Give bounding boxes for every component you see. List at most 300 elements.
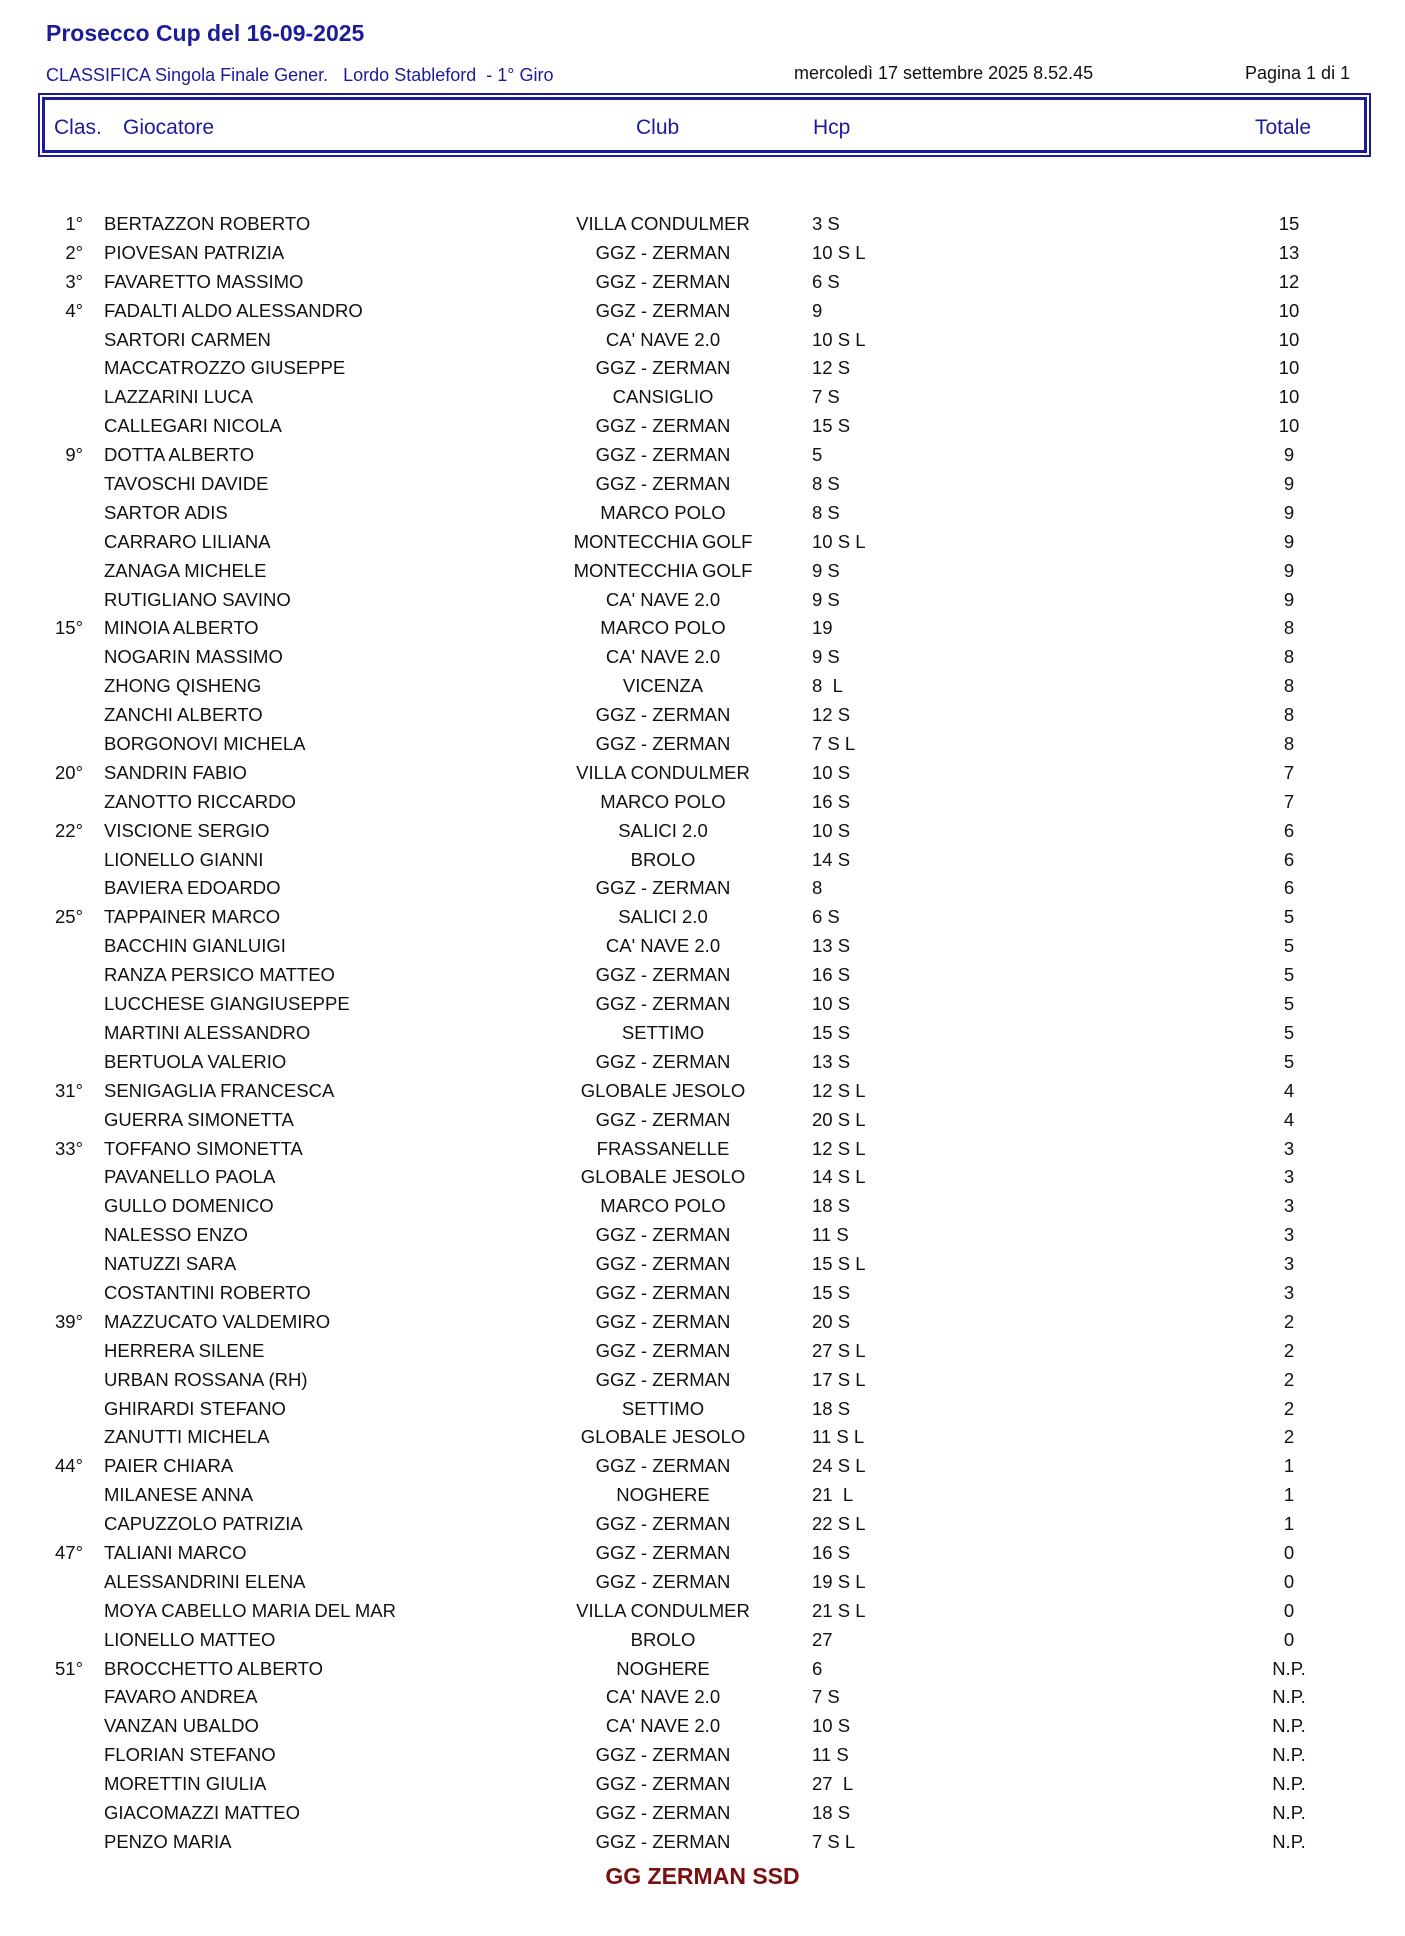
club-cell: GGZ - ZERMAN: [595, 877, 731, 899]
hcp-cell: 12 S L: [812, 1079, 866, 1101]
player-name-cell: VISCIONE SERGIO: [104, 819, 270, 841]
total-cell: 2: [1283, 1368, 1295, 1390]
table-row: [0, 1220, 1405, 1249]
hcp-cell: 22 S L: [812, 1513, 866, 1535]
rank-cell: 2°: [65, 241, 83, 263]
table-row: [0, 556, 1405, 585]
hcp-cell: 18 S: [812, 1397, 851, 1419]
table-row: [0, 931, 1405, 960]
table-row: [0, 671, 1405, 700]
table-row: [0, 1682, 1405, 1711]
player-name-cell: MACCATROZZO GIUSEPPE: [104, 357, 346, 379]
hcp-cell: 12 S L: [812, 1137, 866, 1159]
hcp-cell: 5: [812, 444, 823, 466]
rank-cell: 47°: [55, 1541, 83, 1563]
total-cell: N.P.: [1272, 1830, 1306, 1852]
table-row: [0, 411, 1405, 440]
player-name-cell: CAPUZZOLO PATRIZIA: [104, 1513, 303, 1535]
total-cell: 10: [1278, 386, 1300, 408]
player-name-cell: ZHONG QISHENG: [104, 675, 262, 697]
total-cell: 8: [1283, 617, 1295, 639]
hcp-cell: 8 S: [812, 501, 840, 523]
total-cell: 5: [1283, 964, 1295, 986]
player-name-cell: GULLO DOMENICO: [104, 1195, 274, 1217]
club-cell: BROLO: [630, 1628, 696, 1650]
hcp-cell: 21 L: [812, 1484, 854, 1506]
total-cell: 0: [1283, 1628, 1295, 1650]
table-row: [0, 1307, 1405, 1336]
player-name-cell: FLORIAN STEFANO: [104, 1744, 276, 1766]
club-cell: CA' NAVE 2.0: [605, 935, 721, 957]
player-name-cell: BROCCHETTO ALBERTO: [104, 1657, 323, 1679]
table-row: [0, 1509, 1405, 1538]
hcp-cell: 7 S L: [812, 1830, 856, 1852]
total-cell: 9: [1283, 530, 1295, 552]
total-cell: 4: [1283, 1079, 1295, 1101]
hcp-cell: 21 S L: [812, 1599, 866, 1621]
rank-cell: 39°: [55, 1310, 83, 1332]
total-cell: 3: [1283, 1281, 1295, 1303]
hcp-cell: 15 S: [812, 1021, 851, 1043]
total-cell: 5: [1283, 1021, 1295, 1043]
table-row: [0, 873, 1405, 902]
total-cell: N.P.: [1272, 1744, 1306, 1766]
table-row: [0, 1451, 1405, 1480]
player-name-cell: GUERRA SIMONETTA: [104, 1108, 294, 1130]
club-cell: CANSIGLIO: [612, 386, 714, 408]
table-row: [0, 353, 1405, 382]
hcp-cell: 27 S L: [812, 1339, 866, 1361]
table-row: [0, 1480, 1405, 1509]
club-cell: MONTECCHIA GOLF: [573, 559, 753, 581]
table-row: [0, 1162, 1405, 1191]
club-cell: SALICI 2.0: [618, 819, 708, 841]
total-cell: 7: [1283, 790, 1295, 812]
club-cell: GGZ - ZERMAN: [595, 1310, 731, 1332]
player-name-cell: MAZZUCATO VALDEMIRO: [104, 1310, 331, 1332]
club-cell: FRASSANELLE: [596, 1137, 730, 1159]
hcp-cell: 6: [812, 1657, 823, 1679]
hcp-cell: 7 S: [812, 386, 840, 408]
hcp-cell: 17 S L: [812, 1368, 866, 1390]
table-row: [0, 1018, 1405, 1047]
total-cell: 2: [1283, 1426, 1295, 1448]
column-header-totale: Totale: [1255, 116, 1312, 139]
total-cell: 9: [1283, 559, 1295, 581]
club-cell: GGZ - ZERMAN: [595, 1830, 731, 1852]
column-header-giocatore: Giocatore: [123, 116, 215, 139]
player-name-cell: TAPPAINER MARCO: [104, 906, 281, 928]
total-cell: 9: [1283, 473, 1295, 495]
total-cell: 3: [1283, 1137, 1295, 1159]
hcp-cell: 9 S: [812, 559, 840, 581]
player-name-cell: FAVARETTO MASSIMO: [104, 270, 304, 292]
table-row: [0, 1365, 1405, 1394]
hcp-cell: 8 L: [812, 675, 843, 697]
column-header-hcp: Hcp: [813, 116, 851, 139]
total-cell: 8: [1283, 675, 1295, 697]
hcp-cell: 16 S: [812, 790, 851, 812]
player-name-cell: MARTINI ALESSANDRO: [104, 1021, 311, 1043]
player-name-cell: ZANOTTO RICCARDO: [104, 790, 296, 812]
club-cell: GGZ - ZERMAN: [595, 1108, 731, 1130]
total-cell: 1: [1283, 1484, 1295, 1506]
total-cell: 6: [1283, 877, 1295, 899]
total-cell: 1: [1283, 1513, 1295, 1535]
hcp-cell: 14 S L: [812, 1166, 866, 1188]
total-cell: 2: [1283, 1310, 1295, 1332]
club-cell: GGZ - ZERMAN: [595, 733, 731, 755]
player-name-cell: MINOIA ALBERTO: [104, 617, 259, 639]
player-name-cell: PIOVESAN PATRIZIA: [104, 241, 285, 263]
club-cell: GGZ - ZERMAN: [595, 299, 731, 321]
table-row: [0, 1076, 1405, 1105]
rank-cell: 9°: [65, 444, 83, 466]
table-row: [0, 902, 1405, 931]
table-row: [0, 1394, 1405, 1423]
total-cell: 8: [1283, 733, 1295, 755]
total-cell: 10: [1278, 357, 1300, 379]
total-cell: 3: [1283, 1253, 1295, 1275]
club-cell: MARCO POLO: [600, 501, 726, 523]
club-cell: MARCO POLO: [600, 790, 726, 812]
table-row: [0, 787, 1405, 816]
player-name-cell: HERRERA SILENE: [104, 1339, 265, 1361]
player-name-cell: SARTOR ADIS: [104, 501, 228, 523]
hcp-cell: 11 S L: [812, 1426, 865, 1448]
player-name-cell: RANZA PERSICO MATTEO: [104, 964, 335, 986]
hcp-cell: 15 S: [812, 1281, 851, 1303]
club-cell: MARCO POLO: [600, 1195, 726, 1217]
hcp-cell: 16 S: [812, 1541, 851, 1563]
total-cell: 3: [1283, 1224, 1295, 1246]
hcp-cell: 11 S: [812, 1744, 849, 1766]
table-row: [0, 960, 1405, 989]
hcp-cell: 24 S L: [812, 1455, 866, 1477]
club-cell: VILLA CONDULMER: [576, 1599, 750, 1621]
player-name-cell: LAZZARINI LUCA: [104, 386, 254, 408]
hcp-cell: 10 S: [812, 761, 851, 783]
club-cell: CA' NAVE 2.0: [605, 646, 721, 668]
total-cell: 6: [1283, 819, 1295, 841]
table-row: [0, 989, 1405, 1018]
table-header: [42, 97, 1367, 153]
player-name-cell: GIACOMAZZI MATTEO: [104, 1801, 300, 1823]
player-name-cell: ZANUTTI MICHELA: [104, 1426, 270, 1448]
player-name-cell: BORGONOVI MICHELA: [104, 733, 306, 755]
club-cell: GGZ - ZERMAN: [595, 1773, 731, 1795]
rank-cell: 3°: [65, 270, 83, 292]
hcp-cell: 7 S: [812, 1686, 840, 1708]
table-row: [0, 238, 1405, 267]
hcp-cell: 20 S: [812, 1310, 851, 1332]
total-cell: 3: [1283, 1195, 1295, 1217]
total-cell: 9: [1283, 444, 1295, 466]
total-cell: 5: [1283, 906, 1295, 928]
club-cell: GGZ - ZERMAN: [595, 1455, 731, 1477]
table-row: [0, 1625, 1405, 1654]
player-name-cell: LUCCHESE GIANGIUSEPPE: [104, 993, 350, 1015]
player-name-cell: VANZAN UBALDO: [104, 1715, 259, 1737]
club-cell: MONTECCHIA GOLF: [573, 530, 753, 552]
hcp-cell: 27 L: [812, 1773, 854, 1795]
club-cell: GLOBALE JESOLO: [580, 1079, 746, 1101]
rank-cell: 20°: [55, 761, 83, 783]
total-cell: 3: [1283, 1166, 1295, 1188]
total-cell: 7: [1283, 761, 1295, 783]
table-row: [0, 1538, 1405, 1567]
total-cell: 2: [1283, 1397, 1295, 1419]
club-cell: CA' NAVE 2.0: [605, 588, 721, 610]
club-cell: GGZ - ZERMAN: [595, 1541, 731, 1563]
table-row: [0, 816, 1405, 845]
table-row: [0, 1336, 1405, 1365]
hcp-cell: 12 S: [812, 704, 851, 726]
player-name-cell: CARRARO LILIANA: [104, 530, 271, 552]
club-cell: CA' NAVE 2.0: [605, 1686, 721, 1708]
table-row: [0, 267, 1405, 296]
total-cell: 6: [1283, 848, 1295, 870]
club-cell: GGZ - ZERMAN: [595, 1368, 731, 1390]
total-cell: 10: [1278, 328, 1300, 350]
player-name-cell: BERTAZZON ROBERTO: [104, 213, 311, 234]
club-cell: GGZ - ZERMAN: [595, 1513, 731, 1535]
total-cell: 9: [1283, 501, 1295, 523]
total-cell: 4: [1283, 1108, 1295, 1130]
hcp-cell: 15 S: [812, 415, 851, 437]
club-cell: GGZ - ZERMAN: [595, 473, 731, 495]
player-name-cell: ZANAGA MICHELE: [104, 559, 267, 581]
table-row: [0, 382, 1405, 411]
player-name-cell: BACCHIN GIANLUIGI: [104, 935, 286, 957]
hcp-cell: 10 S L: [812, 530, 866, 552]
club-cell: GGZ - ZERMAN: [595, 1224, 731, 1246]
hcp-cell: 10 S: [812, 819, 851, 841]
player-name-cell: SARTORI CARMEN: [104, 328, 271, 350]
club-cell: GLOBALE JESOLO: [580, 1426, 746, 1448]
club-cell: GGZ - ZERMAN: [595, 993, 731, 1015]
total-cell: 10: [1278, 415, 1300, 437]
player-name-cell: GHIRARDI STEFANO: [104, 1397, 286, 1419]
hcp-cell: 3 S: [812, 213, 840, 234]
hcp-cell: 13 S: [812, 935, 851, 957]
club-cell: GGZ - ZERMAN: [595, 1339, 731, 1361]
club-cell: GLOBALE JESOLO: [580, 1166, 746, 1188]
table-row: [0, 527, 1405, 556]
player-name-cell: BAVIERA EDOARDO: [104, 877, 281, 899]
table-row: [0, 296, 1405, 325]
hcp-cell: 9 S: [812, 588, 840, 610]
club-cell: GGZ - ZERMAN: [595, 1801, 731, 1823]
club-cell: VILLA CONDULMER: [576, 761, 750, 783]
total-cell: 9: [1283, 588, 1295, 610]
hcp-cell: 19 S L: [812, 1570, 866, 1592]
club-cell: GGZ - ZERMAN: [595, 1744, 731, 1766]
total-cell: 2: [1283, 1339, 1295, 1361]
table-row: [0, 729, 1405, 758]
rank-cell: 1°: [65, 213, 83, 234]
table-row: [0, 209, 1405, 238]
club-cell: GGZ - ZERMAN: [595, 241, 731, 263]
total-cell: 8: [1283, 704, 1295, 726]
table-row: [0, 1105, 1405, 1134]
player-name-cell: COSTANTINI ROBERTO: [104, 1281, 311, 1303]
table-row: [0, 498, 1405, 527]
table-row: [0, 758, 1405, 787]
table-row: [0, 1740, 1405, 1769]
club-cell: BROLO: [630, 848, 696, 870]
player-name-cell: ZANCHI ALBERTO: [104, 704, 263, 726]
player-name-cell: ALESSANDRINI ELENA: [104, 1570, 306, 1592]
total-cell: 0: [1283, 1570, 1295, 1592]
club-cell: VILLA CONDULMER: [576, 213, 750, 234]
club-cell: NOGHERE: [616, 1484, 710, 1506]
club-cell: SETTIMO: [621, 1021, 705, 1043]
hcp-cell: 27: [812, 1628, 833, 1650]
club-cell: GGZ - ZERMAN: [595, 357, 731, 379]
total-cell: N.P.: [1272, 1801, 1306, 1823]
player-name-cell: URBAN ROSSANA (RH): [104, 1368, 308, 1390]
hcp-cell: 8: [812, 877, 823, 899]
player-name-cell: DOTTA ALBERTO: [104, 444, 255, 466]
rank-cell: 44°: [55, 1455, 83, 1477]
table-row: [0, 469, 1405, 498]
player-name-cell: MORETTIN GIULIA: [104, 1773, 267, 1795]
hcp-cell: 14 S: [812, 848, 851, 870]
player-name-cell: RUTIGLIANO SAVINO: [104, 588, 291, 610]
player-name-cell: CALLEGARI NICOLA: [104, 415, 282, 437]
rank-cell: 51°: [55, 1657, 83, 1679]
club-cell: GGZ - ZERMAN: [595, 270, 731, 292]
hcp-cell: 9: [812, 299, 823, 321]
club-cell: SETTIMO: [621, 1397, 705, 1419]
total-cell: 10: [1278, 299, 1300, 321]
hcp-cell: 8 S: [812, 473, 840, 495]
table-row: [0, 700, 1405, 729]
total-cell: 15: [1278, 213, 1300, 234]
club-cell: GGZ - ZERMAN: [595, 1570, 731, 1592]
table-row: [0, 1422, 1405, 1451]
page-number: Pagina 1 di 1: [1245, 63, 1351, 83]
table-row: [0, 1191, 1405, 1220]
player-name-cell: SANDRIN FABIO: [104, 761, 247, 783]
hcp-cell: 10 S L: [812, 328, 866, 350]
club-cell: GGZ - ZERMAN: [595, 1050, 731, 1072]
page-title: Prosecco Cup del 16-09-2025: [46, 20, 365, 46]
club-cell: VICENZA: [622, 675, 704, 697]
hcp-cell: 10 S: [812, 1715, 851, 1737]
club-cell: GGZ - ZERMAN: [595, 964, 731, 986]
table-row: [0, 642, 1405, 671]
hcp-cell: 6 S: [812, 270, 840, 292]
table-row: [0, 1278, 1405, 1307]
total-cell: 5: [1283, 1050, 1295, 1072]
total-cell: 12: [1278, 270, 1300, 292]
player-name-cell: BERTUOLA VALERIO: [104, 1050, 287, 1072]
rank-cell: 4°: [65, 299, 83, 321]
table-row: [0, 1769, 1405, 1798]
hcp-cell: 19: [812, 617, 833, 639]
hcp-cell: 6 S: [812, 906, 840, 928]
rank-cell: 31°: [55, 1079, 83, 1101]
footer-club-name: GG ZERMAN SSD: [605, 1863, 800, 1889]
table-row: [0, 325, 1405, 354]
total-cell: N.P.: [1272, 1657, 1306, 1679]
player-name-cell: MOYA CABELLO MARIA DEL MAR: [104, 1599, 396, 1621]
table-row: [0, 1827, 1405, 1856]
player-name-cell: TALIANI MARCO: [104, 1541, 247, 1563]
table-row: [0, 1711, 1405, 1740]
rank-cell: 25°: [55, 906, 83, 928]
player-name-cell: PAIER CHIARA: [104, 1455, 234, 1477]
table-row: [0, 585, 1405, 614]
player-name-cell: TOFFANO SIMONETTA: [104, 1137, 303, 1159]
hcp-cell: 13 S: [812, 1050, 851, 1072]
player-name-cell: NALESSO ENZO: [104, 1224, 248, 1246]
hcp-cell: 7 S L: [812, 733, 856, 755]
report-subtitle: CLASSIFICA Singola Finale Gener. Lordo Stableford - 1° Giro: [46, 65, 554, 85]
player-name-cell: SENIGAGLIA FRANCESCA: [104, 1079, 335, 1101]
hcp-cell: 18 S: [812, 1195, 851, 1217]
club-cell: GGZ - ZERMAN: [595, 704, 731, 726]
club-cell: SALICI 2.0: [618, 906, 708, 928]
rank-cell: 33°: [55, 1137, 83, 1159]
club-cell: MARCO POLO: [600, 617, 726, 639]
club-cell: GGZ - ZERMAN: [595, 444, 731, 466]
total-cell: 8: [1283, 646, 1295, 668]
hcp-cell: 15 S L: [812, 1253, 866, 1275]
hcp-cell: 9 S: [812, 646, 840, 668]
total-cell: N.P.: [1272, 1773, 1306, 1795]
table-row: [0, 1134, 1405, 1163]
total-cell: 0: [1283, 1599, 1295, 1621]
club-cell: GGZ - ZERMAN: [595, 1281, 731, 1303]
hcp-cell: 18 S: [812, 1801, 851, 1823]
hcp-cell: 10 S: [812, 993, 851, 1015]
player-name-cell: LIONELLO GIANNI: [104, 848, 264, 870]
total-cell: 5: [1283, 935, 1295, 957]
results-table: [0, 209, 1405, 1856]
player-name-cell: MILANESE ANNA: [104, 1484, 254, 1506]
player-name-cell: TAVOSCHI DAVIDE: [104, 473, 269, 495]
player-name-cell: FAVARO ANDREA: [104, 1686, 258, 1708]
club-cell: CA' NAVE 2.0: [605, 1715, 721, 1737]
hcp-cell: 20 S L: [812, 1108, 866, 1130]
total-cell: 0: [1283, 1541, 1295, 1563]
club-cell: GGZ - ZERMAN: [595, 415, 731, 437]
total-cell: 1: [1283, 1455, 1295, 1477]
rank-cell: 15°: [55, 617, 83, 639]
rank-cell: 22°: [55, 819, 83, 841]
player-name-cell: NOGARIN MASSIMO: [104, 646, 283, 668]
column-header-club: Club: [636, 116, 680, 139]
table-row: [0, 1798, 1405, 1827]
club-cell: NOGHERE: [616, 1657, 710, 1679]
table-row: [0, 1654, 1405, 1683]
player-name-cell: NATUZZI SARA: [104, 1253, 237, 1275]
hcp-cell: 12 S: [812, 357, 851, 379]
table-row: [0, 845, 1405, 874]
table-row: [0, 1567, 1405, 1596]
table-row: [0, 1596, 1405, 1625]
hcp-cell: 16 S: [812, 964, 851, 986]
player-name-cell: PENZO MARIA: [104, 1830, 232, 1852]
total-cell: 13: [1278, 241, 1300, 263]
column-header-clas: Clas.: [54, 116, 102, 139]
table-row: [0, 1047, 1405, 1076]
club-cell: CA' NAVE 2.0: [605, 328, 721, 350]
table-row: [0, 1249, 1405, 1278]
